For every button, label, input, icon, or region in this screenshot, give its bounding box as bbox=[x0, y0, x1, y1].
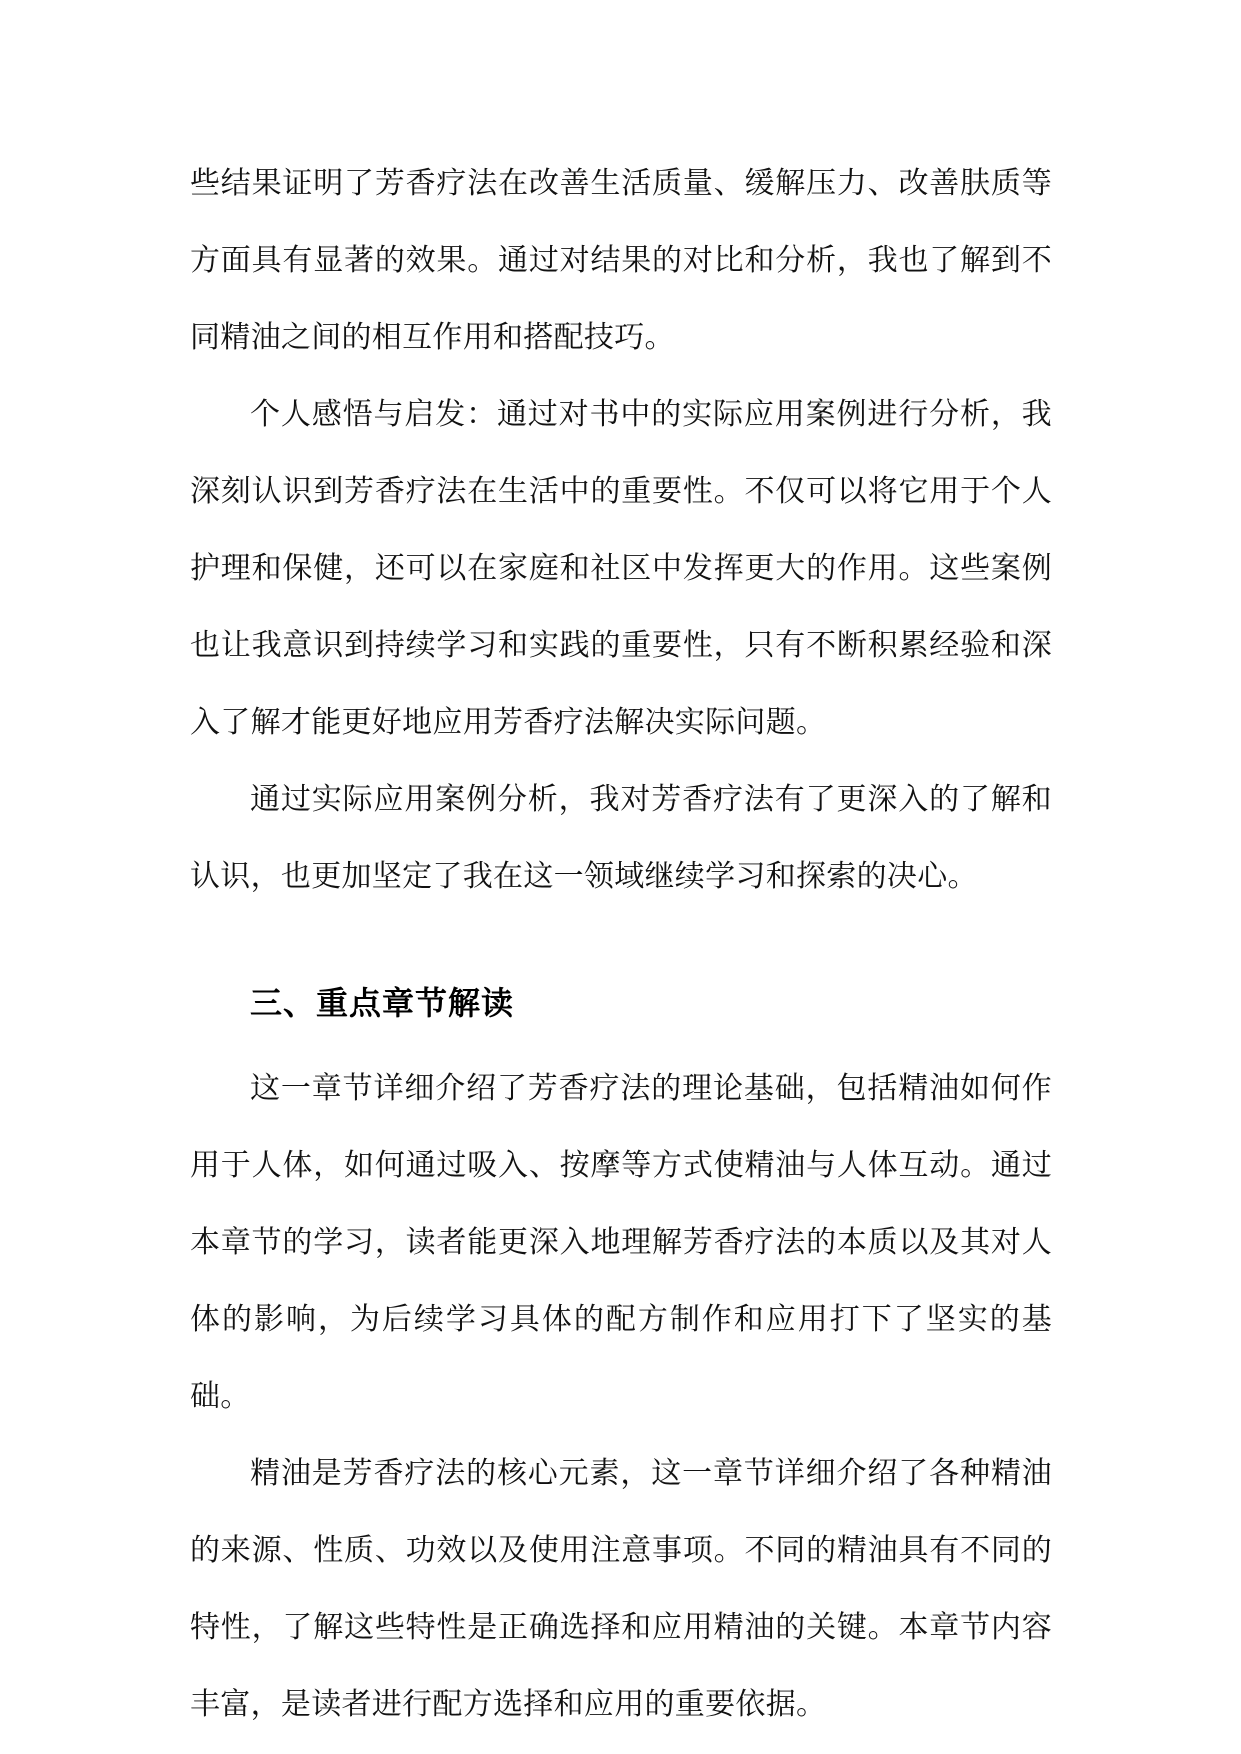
paragraph-results: 些结果证明了芳香疗法在改善生活质量、缓解压力、改善肤质等方面具有显著的效果。通过对结果的对比和分析，我也了解到不同精油之间的相互作用和搭配技巧。 bbox=[190, 166, 1052, 355]
section-heading: 三、重点章节解读 bbox=[250, 984, 515, 1022]
paragraph-essential-oil-chapter: 精油是芳香疗法的核心元素，这一章节详细介绍了各种精油的来源、性质、功效以及使用注意事项。不同的精油具有不同的特性，了解这些特性是正确选择和应用精油的关键。本章节内容丰富，是读者进行配方选择和应用的重要依据。 bbox=[190, 1456, 1052, 1722]
paragraph-personal-insight: 个人感悟与启发：通过对书中的实际应用案例进行分析，我深刻认识到芳香疗法在生活中的重要性。不仅可以将它用于个人护理和保健，还可以在家庭和社区中发挥更大的作用。这些案例也让我意识到持续学习和实践的重要性，只有不断积累经验和深入了解才能更好地应用芳香疗法解决实际问题。 bbox=[190, 397, 1052, 740]
paragraph-conclusion: 通过实际应用案例分析，我对芳香疗法有了更深入的了解和认识，也更加坚定了我在这一领域继续学习和探索的决心。 bbox=[190, 782, 1052, 894]
paragraph-theory-chapter: 这一章节详细介绍了芳香疗法的理论基础，包括精油如何作用于人体，如何通过吸入、按摩等方式使精油与人体互动。通过本章节的学习，读者能更深入地理解芳香疗法的本质以及其对人体的影响，为后续学习具体的配方制作和应用打下了坚实的基础。 bbox=[190, 1071, 1052, 1414]
document-body bbox=[190, 145, 1052, 1743]
